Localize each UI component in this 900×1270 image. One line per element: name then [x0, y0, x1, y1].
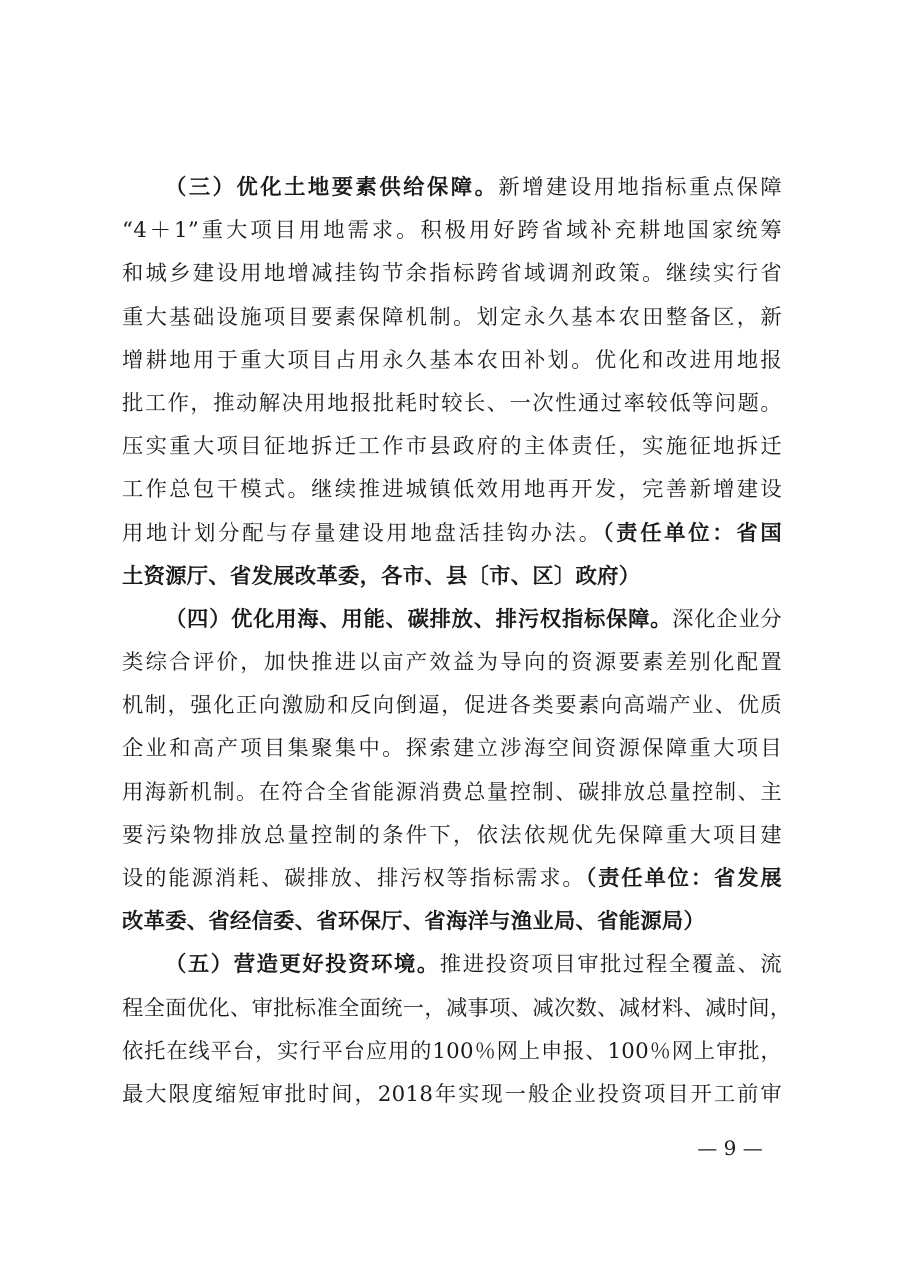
section-heading: （五）营造更好投资环境。: [165, 952, 440, 978]
paragraph-line: 程全面优化、审批标准全面统一，减事项、减次数、减材料、减时间，: [122, 995, 792, 1021]
paragraph-line: 用地计划分配与存量建设用地盘活挂钩办法。（责任单位：省国: [122, 520, 782, 546]
body-text: [122, 166, 792, 1116]
paragraph-line: （三）优化土地要素供给保障。新增建设用地指标重点保障: [165, 175, 782, 200]
paragraph-line: 批工作，推动解决用地报批耗时较长、一次性通过率较低等问题。: [122, 390, 782, 416]
paragraph-line: 设的能源消耗、碳排放、排污权等指标需求。（责任单位：省发展: [122, 866, 782, 891]
paragraph-line: 企业和高产项目集聚集中。探索建立涉海空间资源保障重大项目: [122, 736, 782, 762]
paragraph-line: 增耕地用于重大项目占用永久基本农田补划。优化和改进用地报: [122, 347, 782, 373]
paragraph-line: 机制，强化正向激励和反向倒逼，促进各类要素向高端产业、优质: [122, 693, 782, 719]
responsibility-note: 改革委、省经信委、省环保厅、省海洋与渔业局、省能源局）: [122, 909, 706, 935]
paragraph-line: 工作总包干模式。继续推进城镇低效用地再开发，完善新增建设: [122, 477, 782, 503]
paragraph-line: 用海新机制。在符合全省能源消费总量控制、碳排放总量控制、主: [122, 779, 782, 805]
paragraph-line: 最大限度缩短审批时间，2018年实现一般企业投资项目开工前审: [122, 1081, 782, 1107]
page-number: — 9 —: [697, 1136, 763, 1160]
paragraph-line: 重大基础设施项目要素保障机制。划定永久基本农田整备区，新: [122, 304, 782, 330]
paragraph-line: “4＋1”重大项目用地需求。积极用好跨省域补充耕地国家统筹: [122, 218, 782, 244]
paragraph-line: 依托在线平台，实行平台应用的100％网上申报、100％网上审批，: [122, 1038, 782, 1064]
paragraph-line: 要污染物排放总量控制的条件下，依法依规优先保障重大项目建: [122, 822, 782, 848]
paragraph-line: 和城乡建设用地增减挂钩节余指标跨省域调剂政策。继续实行省: [122, 261, 782, 287]
responsibility-note: （责任单位：省发展: [585, 866, 782, 891]
section-heading: （三）优化土地要素供给保障。: [165, 175, 499, 200]
paragraph-line: （四）优化用海、用能、碳排放、排污权指标保障。深化企业分: [165, 606, 782, 632]
responsibility-note: （责任单位：省国: [602, 520, 782, 546]
paragraph-line: 压实重大项目征地拆迁工作市县政府的主体责任，实施征地拆迁: [122, 434, 782, 460]
section-heading: （四）优化用海、用能、碳排放、排污权指标保障。: [165, 606, 673, 632]
paragraph-line: 类综合评价，加快推进以亩产效益为导向的资源要素差别化配置: [122, 650, 782, 676]
paragraph-line: （五）营造更好投资环境。推进投资项目审批过程全覆盖、流: [165, 952, 782, 978]
responsibility-note: 土资源厅、省发展改革委，各市、县〔市、区〕政府）: [122, 563, 641, 589]
